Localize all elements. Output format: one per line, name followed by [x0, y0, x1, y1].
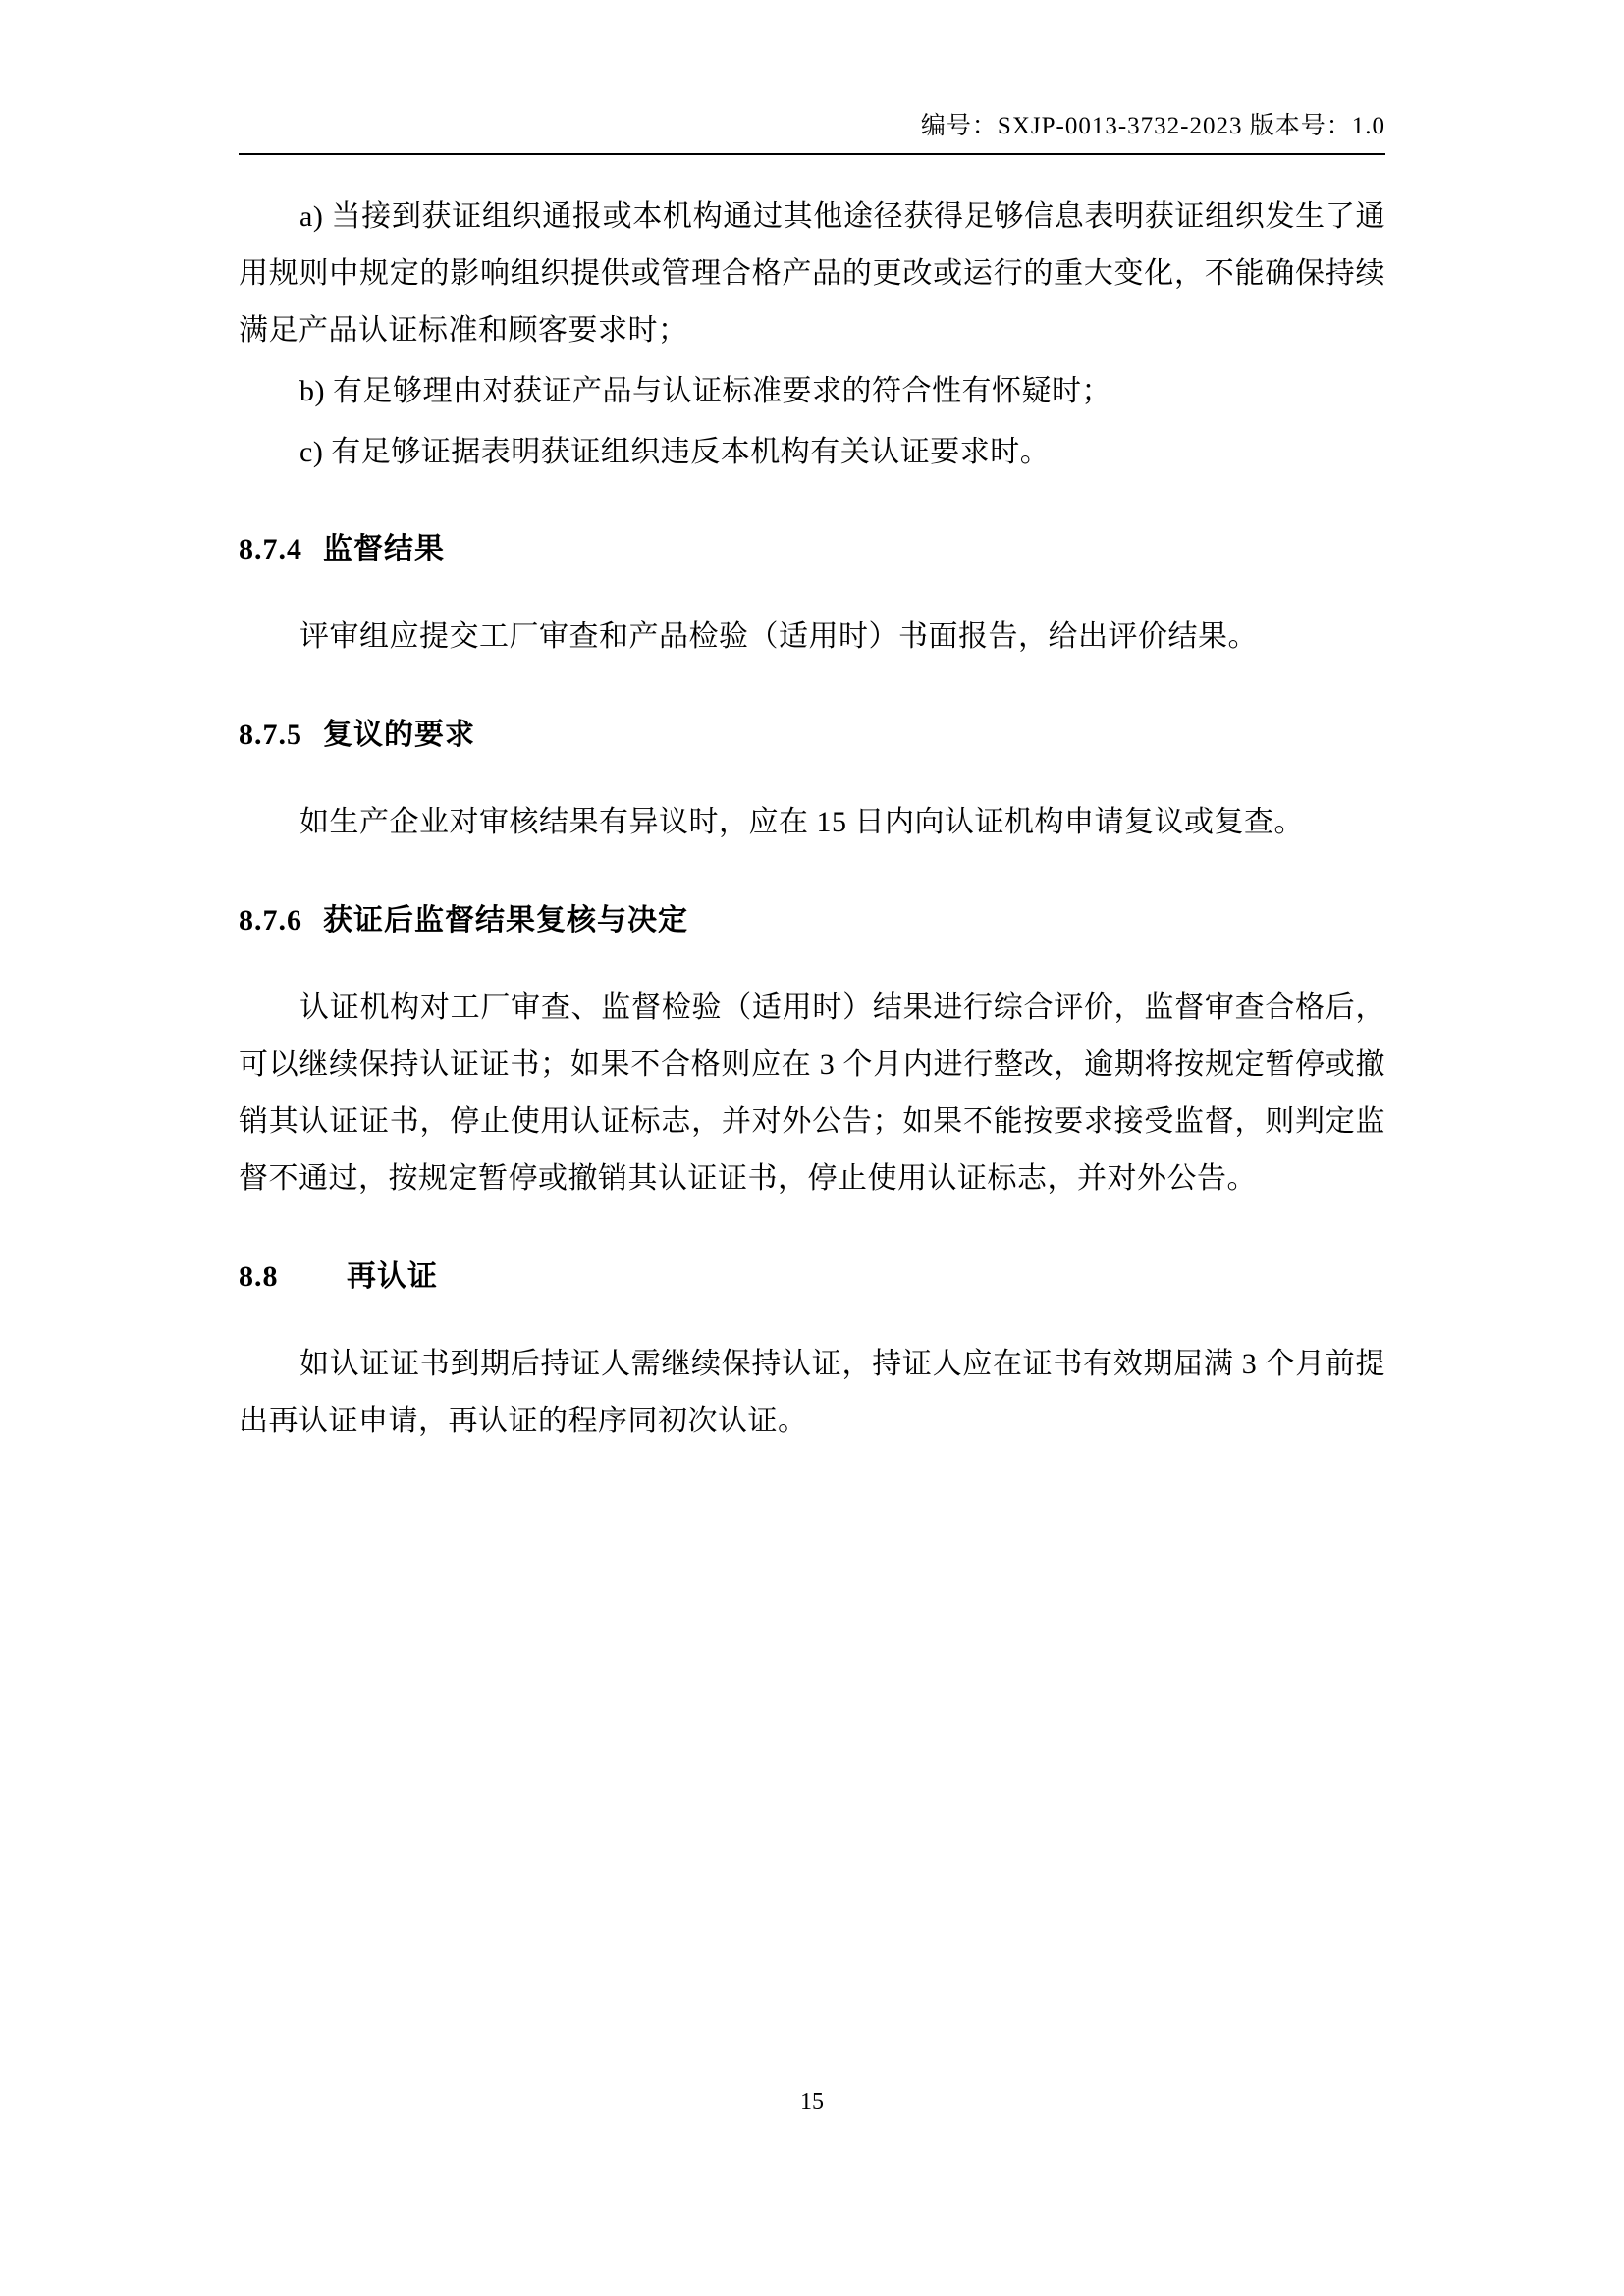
paragraph-8-7-6: 认证机构对工厂审查、监督检验（适用时）结果进行综合评价，监督审查合格后，可以继续保持认证证书；如果不合格则应在 3 个月内进行整改，逾期将按规定暂停或撤销其认证证书，停止使用认证标志，并对外公告；如果不能按要求接受监督，则判定监督不通过，按规定暂停或撤销其认证证书，停止使用认证标志，并对外公告。	[239, 991, 1385, 1195]
heading-8-7-5-text: 复议的要求	[323, 719, 475, 752]
document-code-label: 编号：SXJP-0013-3732-2023 版本号：1.0	[920, 113, 1385, 139]
document-body	[239, 188, 1385, 1450]
paragraph-8-8: 如认证证书到期后持证人需继续保持认证，持证人应在证书有效期届满 3 个月前提出再认证申请，再认证的程序同初次认证。	[239, 1347, 1385, 1437]
heading-8-7-6	[239, 892, 1385, 948]
paragraph-item-c: c) 有足够证据表明获证组织违反本机构有关认证要求时。	[299, 435, 1051, 468]
paragraph-8-7-5: 如生产企业对审核结果有异议时，应在 15 日内向认证机构申请复议或复查。	[299, 806, 1304, 839]
page-number: 15	[800, 2089, 824, 2114]
heading-8-8-number: 8.8	[239, 1259, 279, 1293]
paragraph-8-7-4: 评审组应提交工厂审查和产品检验（适用时）书面报告，给出评价结果。	[299, 620, 1258, 654]
heading-8-7-5-number: 8.7.5	[239, 719, 302, 752]
heading-8-7-4	[239, 521, 1385, 577]
page-header	[239, 106, 1385, 161]
header-rule	[239, 153, 1385, 155]
heading-8-7-4-number: 8.7.4	[239, 533, 302, 566]
heading-8-7-5	[239, 707, 1385, 763]
paragraph-item-a: a) 当接到获证组织通报或本机构通过其他途径获得足够信息表明获证组织发生了通用规则中规定的影响组织提供或管理合格产品的更改或运行的重大变化，不能确保持续满足产品认证标准和顾客要求时；	[239, 200, 1385, 347]
heading-8-7-4-text: 监督结果	[323, 533, 445, 566]
heading-8-8-text: 再认证	[347, 1259, 438, 1293]
heading-8-7-6-number: 8.7.6	[239, 904, 302, 937]
heading-8-7-6-text: 获证后监督结果复核与决定	[323, 904, 688, 937]
heading-8-8	[239, 1249, 1385, 1305]
paragraph-item-b: b) 有足够理由对获证产品与认证标准要求的符合性有怀疑时；	[299, 374, 1111, 407]
